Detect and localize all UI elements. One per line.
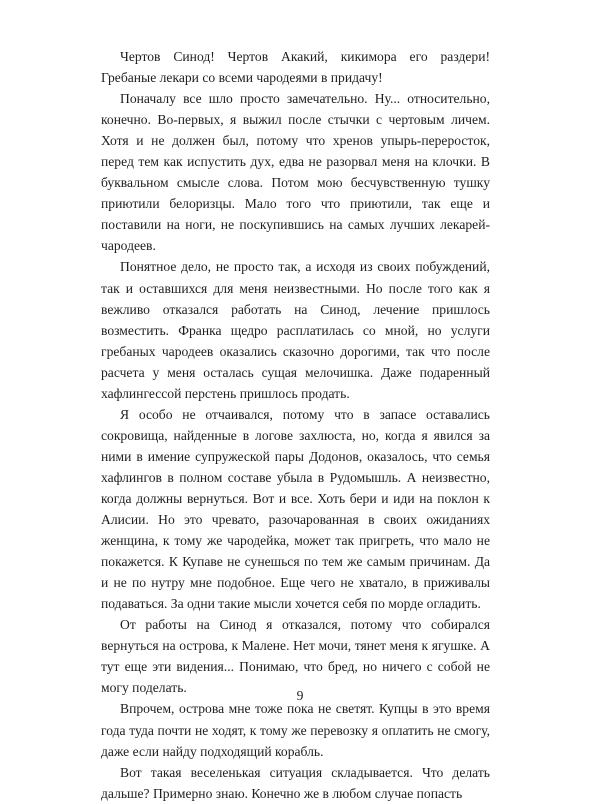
paragraph-7: Вот такая веселенькая ситуация складывается. Что делать дальше? Примерно знаю. Конечно же в любом случае попасть	[101, 764, 490, 801]
paragraph-2: Поначалу все шло просто замечательно. Ну... относительно, конечно. Во-первых, я выжил после стычки с чертовым личем. Хотя и не должен был, потому что хренов упырь-переросток, перед тем как испустить дух, едва не разорвал меня на клочки. В буквальном смысле слова. Потом мою бесчувственную тушку приютили белоризцы. Мало того что приютили, так еще и поставили на ноги, не поскупившись на самых лучших лекарей-чародеев.	[101, 91, 490, 254]
paragraph-5: От работы на Синод я отказался, потому что собирался вернуться на острова, к Малене. Нет мочи, тянет меня к ягушке. А тут еще эти видения... Понимаю, что бред, но ничего с собой не могу поделать.	[101, 617, 490, 696]
paragraph-6: Впрочем, острова мне тоже пока не светят. Купцы в это время года туда почти не ходят, к тому же перевозку я оплатить не смогу, даже если найду подходящий корабль.	[101, 701, 490, 759]
paragraph-4: Я особо не отчаивался, потому что в запасе оставались сокровища, найденные в логове захлюста, но, когда я явился за ними в имение супружеской пары Додонов, оказалось, что семья хафлингов в полном составе убыла в Рудомышль. А неизвестно, когда должны вернуться. Вот и все. Хоть бери и иди на поклон к Алисии. Но это чревато, разочарованная в своих ожиданиях женщина, к тому же чародейка, может так пригреть, что мало не покажется. К Купаве не сунешься по тем же самым причинам. Да и не по нутру мне подобное. Еще чего не хватало, в приживалы подаваться. За одни такие мысли хочется себя по морде огладить.	[101, 406, 490, 612]
paragraph-1: Чертов Синод! Чертов Акакий, кикимора его раздери! Гребаные лекари со всеми чародеями в придачу!	[101, 49, 490, 86]
page-number: 9	[296, 688, 304, 703]
paragraph-3: Понятное дело, не просто так, а исходя из своих побуждений, так и оставшихся для меня неизвестными. Но после того как я вежливо отказался работать на Синод, лечение пришлось возместить. Франка щедро расплатилась со мной, но услуги гребаных чародеев оказались сказочно дорогими, так что после расчета у меня осталась сущая мелочишка. Даже подаренный хафлингессой перстень пришлось продать.	[101, 259, 490, 401]
